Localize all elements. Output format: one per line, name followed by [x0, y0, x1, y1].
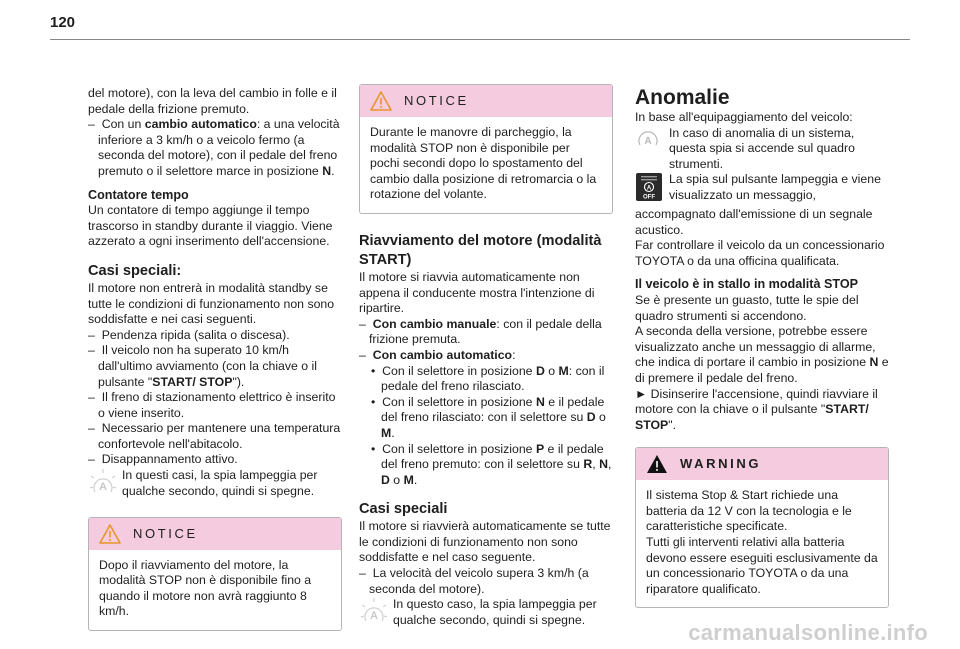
indicator-note	[635, 172, 889, 207]
dash-item: – Necessario per mantenere una temperatura confortevole nell'abitacolo.	[88, 421, 341, 451]
dash-item: – Con cambio automatico:	[359, 347, 516, 362]
indicator-note-text: La spia sul pulsante lampeggia e viene visualizzato un messaggio,	[669, 172, 881, 202]
svg-text:A: A	[646, 185, 652, 192]
svg-text:A: A	[99, 481, 107, 494]
paragraph: Il motore si riavvia automaticamente non appena il conducente mostra l'intenzione di ripartire.	[359, 269, 595, 316]
heading-contatore: Contatore tempo	[88, 187, 189, 202]
stop-start-off-button-icon	[635, 172, 669, 207]
auto-stop-indicator-icon	[88, 468, 122, 503]
notice-label: NOTICE	[404, 93, 469, 109]
svg-text:A: A	[644, 135, 652, 147]
dash-item: – Disappannamento attivo.	[88, 452, 238, 467]
paragraph: Il motore non entrerà in modalità standby se tutte le condizioni di funzionamento non sono soddisfatte e nei casi seguenti.	[88, 280, 335, 327]
dash-item: – Il freno di stazionamento elettrico è inserito o viene inserito.	[88, 390, 336, 420]
paragraph: Far controllare il veicolo da un concessionario TOYOTA o da una officina qualificata.	[635, 238, 885, 268]
header-rule	[50, 39, 910, 40]
watermark: carmanualsonline.info	[688, 620, 928, 645]
notice-box	[88, 517, 342, 631]
bullet-item: • Con il selettore in posizione N e il pedale del freno rilasciato: con il selettore su D o M.	[371, 394, 606, 440]
bullet-item: • Con il selettore in posizione P e il pedale del freno premuto: con il selettore su R, N, D o M.	[371, 441, 612, 487]
notice-box	[359, 84, 613, 214]
warning-text: Il sistema Stop & Start richiede una batteria da 12 V con la tecnologia e le caratteristiche specificate. Tutti gli interventi relativi alla batteria devono essere eseguiti esclusivamente da un concessionario TOYOTA o da una riparatore qualificato.	[646, 488, 878, 596]
indicator-note-text: In questi casi, la spia lampeggia per qualche secondo, quindi si spegne.	[122, 468, 318, 498]
heading-stallo: Il veicolo è in stallo in modalità STOP	[635, 277, 859, 292]
indicator-note-text: In questo caso, la spia lampeggia per qualche secondo, quindi si spegne.	[393, 597, 597, 627]
indicator-note	[88, 468, 342, 503]
heading-casi-speciali: Casi speciali:	[88, 262, 182, 279]
notice-text: Durante le manovre di parcheggio, la modalità STOP non è disponibile per pochi secondi dopo lo spostamento del cambio dalla posizione di retromarcia o la rotazione del volante.	[370, 125, 597, 202]
page-number: 120	[50, 14, 76, 31]
notice-text: Dopo il riavviamento del motore, la modalità STOP non è disponibile fino a quando il motore non avrà raggiunto 8 km/h.	[99, 557, 312, 619]
warning-label: WARNING	[680, 456, 762, 472]
heading-anomalie: Anomalie	[635, 86, 730, 109]
dash-item: – Con cambio manuale: con il pedale della frizione premuta.	[359, 316, 602, 347]
warning-box	[635, 447, 889, 608]
warning-header	[636, 448, 888, 480]
paragraph: del motore), con la leva del cambio in folle e il pedale della frizione premuto.	[88, 86, 337, 116]
paragraph: Il motore si riavvierà automaticamente se tutte le condizioni di funzionamento non sono soddisfatte e nel caso seguente.	[359, 519, 611, 565]
svg-text:A: A	[370, 610, 378, 623]
warning-triangle-icon	[99, 524, 121, 544]
dash-item: – Il veicolo non ha superato 10 km/h dall'ultimo avviamento (con la chiave o il pulsante "START/ STOP").	[88, 343, 318, 389]
svg-text:OFF: OFF	[643, 194, 655, 201]
warning-triangle-icon	[370, 91, 392, 111]
paragraph: ► Disinserire l'accensione, quindi riavviare il motore con la chiave o il pulsante "START/ STOP".	[635, 386, 878, 432]
indicator-note-text: In caso di anomalia di un sistema, questa spia si accende sul quadro strumenti.	[669, 125, 855, 171]
heading-casi-speciali: Casi speciali	[359, 501, 448, 518]
paragraph: Se è presente un guasto, tutte le spie del quadro strumenti si accendono.	[635, 292, 859, 323]
notice-header	[89, 518, 341, 550]
indicator-note	[635, 126, 889, 173]
warning-triangle-icon	[646, 454, 668, 474]
dash-item: – La velocità del veicolo supera 3 km/h (a seconda del motore).	[359, 566, 589, 596]
dash-item: – Pendenza ripida (salita o discesa).	[88, 327, 290, 342]
paragraph: A seconda della versione, potrebbe essere visualizzato anche un messaggio di allarme, che indica di portare il cambio in posizione N e di premere il pedale del freno.	[635, 324, 889, 385]
column-1	[88, 86, 342, 631]
paragraph: In base all'equipaggiamento del veicolo:	[635, 110, 853, 124]
column-2	[359, 84, 613, 632]
stop-start-fault-icon	[635, 126, 669, 157]
auto-stop-indicator-icon	[359, 597, 393, 632]
paragraph: accompagnato dall'emissione di un segnale acustico.	[635, 206, 873, 237]
column-3	[635, 86, 889, 608]
indicator-note	[359, 597, 613, 632]
heading-riavviamento: Riavviamento del motore (modalità START)	[359, 232, 602, 268]
bullet-item: • Con il selettore in posizione D o M: con il pedale del freno rilasciato.	[371, 363, 605, 394]
notice-label: NOTICE	[133, 525, 198, 541]
dash-item: – Con un cambio automatico: a una velocità inferiore a 3 km/h o a veicolo fermo (a seconda del motore), con il pedale del freno premuto o il selettore marce in posizione N.	[88, 117, 340, 178]
notice-header	[360, 85, 612, 117]
paragraph: Un contatore di tempo aggiunge il tempo trascorso in standby durante il viaggio. Viene azzerato a ogni inserimento dell'accensione.	[88, 203, 333, 249]
